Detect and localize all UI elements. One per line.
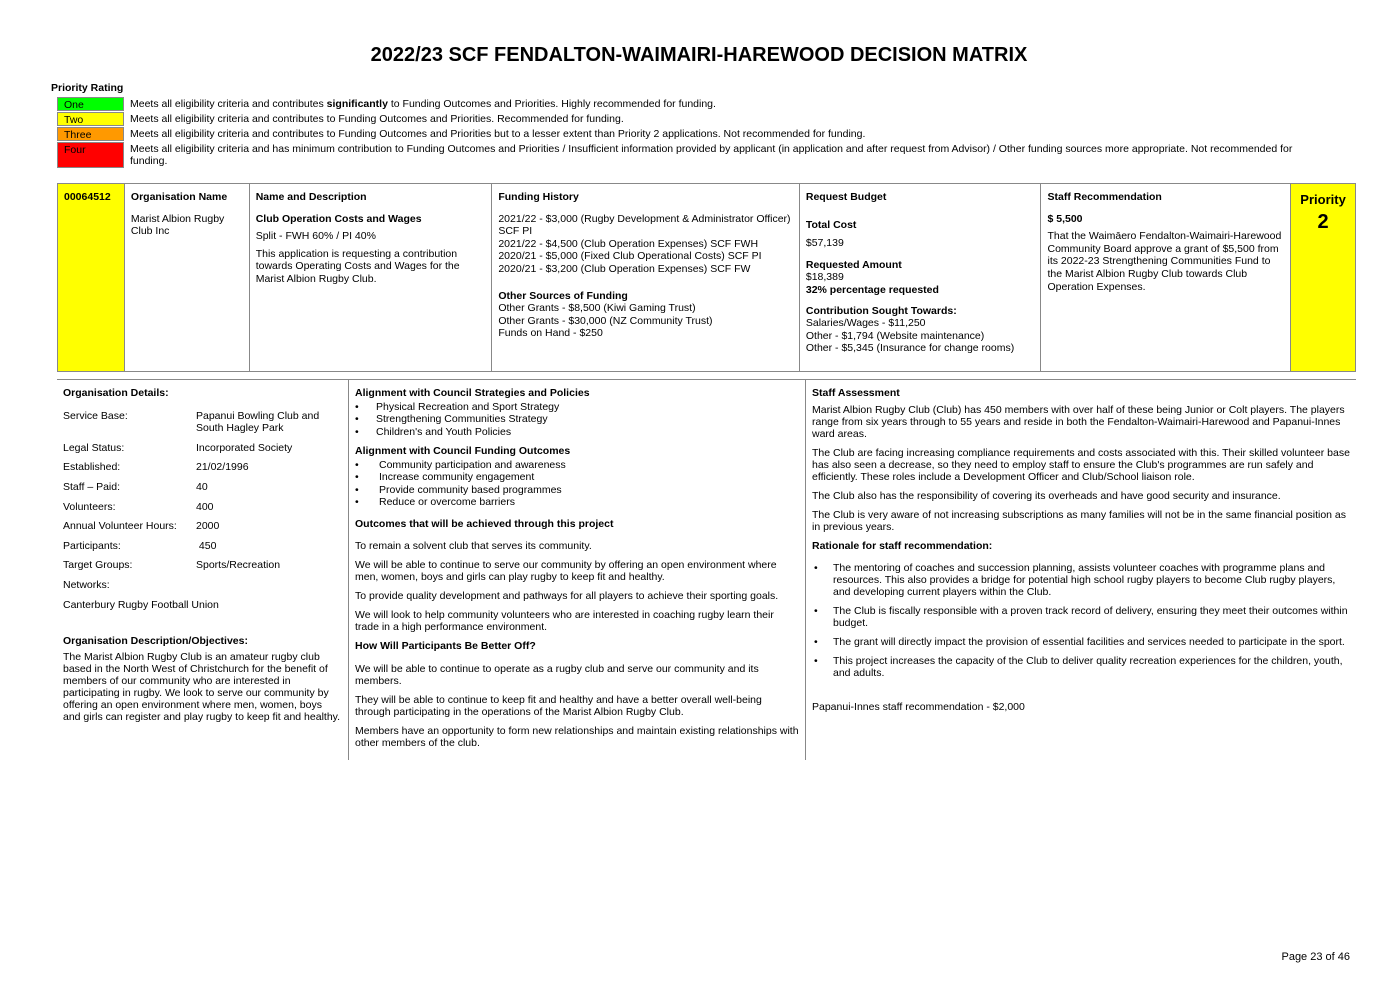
organisation-details-heading: Organisation Details: <box>63 387 169 399</box>
funding-history-item: 2020/21 - $3,200 (Club Operation Expenses) SCF FW <box>498 262 751 275</box>
list-item: • The mentoring of coaches and succession planning, assists volunteer coaches with programme plans and resources. This also provides a bridge for potential high school rugby players to become Club rugby players, and developing current players within the Club. <box>812 562 1350 598</box>
assessment-paragraph: The Club also has the responsibility of covering its overheads and have good security and insurance. <box>812 489 1281 502</box>
priority-rating-heading: Priority Rating <box>51 82 124 94</box>
priority-label: Priority <box>1300 192 1346 207</box>
list-item: • Increase community engagement <box>355 471 799 484</box>
detail-row: Participants: 450 <box>63 539 217 552</box>
outcomes-list <box>355 459 799 509</box>
contribution-item: Salaries/Wages - $11,250 <box>805 317 926 330</box>
priority-desc-one: Meets all eligibility criteria and contributes significantly to Funding Outcomes and Priorities. Highly recommended for funding. <box>130 98 716 110</box>
assessment-section <box>57 380 1356 760</box>
project-description: This application is requesting a contribution towards Operating Costs and Wages for the Marist Albion Rugby Club. <box>255 247 460 285</box>
decision-matrix-row <box>57 183 1356 372</box>
better-off-item: We will be able to continue to operate as a rugby club and serve our community and its members. <box>355 662 759 687</box>
funding-history-item: 2021/22 - $4,500 (Club Operation Expenses) SCF FWH <box>498 237 759 250</box>
rationale-list <box>812 562 1350 679</box>
contribution-item: Other - $5,345 (Insurance for change rooms) <box>805 342 1015 355</box>
organisation-details <box>57 380 348 760</box>
requested-amount-label: Requested Amount <box>805 258 902 271</box>
organisation-name-cell <box>125 184 250 371</box>
funding-split: Split - FWH 60% / PI 40% <box>255 230 376 243</box>
list-item: • Provide community based programmes <box>355 484 799 497</box>
list-item: • The Club is fiscally responsible with a proven track record of delivery, ensuring they meet their outcomes within budget. <box>812 605 1350 629</box>
detail-row: Networks: <box>63 578 110 591</box>
organisation-description-heading: Organisation Description/Objectives: <box>63 635 248 648</box>
contribution-heading: Contribution Sought Towards: <box>805 304 957 317</box>
achieve-heading: Outcomes that will be achieved through this project <box>355 517 614 530</box>
list-item: • Reduce or overcome barriers <box>355 496 799 509</box>
organisation-name: Marist Albion Rugby Club Inc <box>130 212 225 238</box>
strategies-heading: Alignment with Council Strategies and Policies <box>355 387 590 399</box>
priority-desc-four: Meets all eligibility criteria and has minimum contribution to Funding Outcomes and Priorities / Insufficient information provided by applicant (in application and after request from Advisor) / Other funding sources more appropriate. Not recommended for funding. <box>130 143 1293 167</box>
priority-row-three <box>57 127 1317 141</box>
priority-swatch-two: Two <box>57 112 124 126</box>
detail-row: Established: 21/02/1996 <box>63 461 249 474</box>
priority-row-four <box>57 142 1317 168</box>
detail-row: Volunteers: 400 <box>63 500 214 513</box>
rationale-heading: Rationale for staff recommendation: <box>812 539 993 552</box>
contribution-item: Other - $1,794 (Website maintenance) <box>805 329 985 342</box>
other-source-item: Funds on Hand - $250 <box>498 327 603 340</box>
funding-history-item: 2021/22 - $3,000 (Rugby Development & Administrator Officer) SCF PI <box>498 212 791 238</box>
detail-row: Service Base: Papanui Bowling Club and South Hagley Park <box>63 409 320 435</box>
staff-assessment-heading: Staff Assessment <box>812 387 900 399</box>
better-off-item: Members have an opportunity to form new relationships and maintain existing relationships with other members of the club. <box>355 724 799 749</box>
list-item: • Strengthening Communities Strategy <box>355 413 799 426</box>
request-budget-heading: Request Budget <box>805 191 887 203</box>
list-item: • Community participation and awareness <box>355 459 799 472</box>
name-description-heading: Name and Description <box>255 191 367 203</box>
achieve-item: We will look to help community volunteers who are interested in coaching rugby learn their trade in a high performance environment. <box>355 609 774 634</box>
total-cost-label: Total Cost <box>805 218 857 231</box>
organisation-description: The Marist Albion Rugby Club is an amateur rugby club based in the North West of Christchurch for the benefit of members of our community who are interested in participating in rugby. We look to serve our community by offering an open environment where men, women, boys and girls can register and play rugby to keep fit and healthy. <box>63 650 341 723</box>
achieve-item: To provide quality development and pathways for all players to achieve their sporting goals. <box>355 590 779 603</box>
staff-recommendation-amount: $ 5,500 <box>1047 212 1083 225</box>
priority-desc-two: Meets all eligibility criteria and contributes to Funding Outcomes and Priorities. Recommended for funding. <box>130 113 624 125</box>
list-item: • The grant will directly impact the provision of essential facilities and services needed to participate in the sport. <box>812 636 1350 648</box>
achieve-item: We will be able to continue to serve our community by offering an open environment where men, women, boys and girls can play rugby to keep fit and healthy. <box>355 559 777 584</box>
priority-value: 2 <box>1317 210 1329 233</box>
other-source-item: Other Grants - $30,000 (NZ Community Trust) <box>498 314 713 327</box>
funding-history-cell <box>492 184 800 371</box>
name-description-cell <box>250 184 493 371</box>
list-item: • Children's and Youth Policies <box>355 426 799 439</box>
strategies-list <box>355 401 799 439</box>
detail-row: Staff – Paid: 40 <box>63 480 208 493</box>
application-id: 00064512 <box>58 184 125 371</box>
staff-recommendation-cell <box>1041 184 1291 371</box>
priority-rating-legend <box>57 97 1317 169</box>
other-source-item: Other Grants - $8,500 (Kiwi Gaming Trust) <box>498 302 696 315</box>
list-item: • Physical Recreation and Sport Strategy <box>355 401 799 414</box>
staff-recommendation-heading: Staff Recommendation <box>1047 191 1162 203</box>
request-budget-cell <box>800 184 1042 371</box>
page-title: 2022/23 SCF FENDALTON-WAIMAIRI-HAREWOOD DECISION MATRIX <box>370 44 1028 66</box>
detail-row: Annual Volunteer Hours: 2000 <box>63 520 220 533</box>
percentage-requested: 32% percentage requested <box>805 283 939 296</box>
staff-assessment <box>806 380 1356 760</box>
better-off-item: They will be able to continue to keep fit and healthy and have a better overall well-being through participating in the operations of the Marist Albion Rugby Club. <box>355 693 762 718</box>
achieve-item: To remain a solvent club that serves its community. <box>355 540 592 553</box>
better-off-heading: How Will Participants Be Better Off? <box>355 640 536 653</box>
total-cost-value: $57,139 <box>805 237 844 250</box>
priority-cell <box>1291 184 1355 371</box>
priority-swatch-three: Three <box>57 127 124 141</box>
page-number: Page 23 of 46 <box>1281 951 1350 963</box>
requested-amount-value: $18,389 <box>805 271 844 284</box>
priority-swatch-four: Four <box>57 142 124 168</box>
detail-row: Target Groups: Sports/Recreation <box>63 559 281 572</box>
priority-desc-three: Meets all eligibility criteria and contributes to Funding Outcomes and Priorities but to a lesser extent than Priority 2 applications. Not recommended for funding. <box>130 128 866 140</box>
assessment-paragraph: The Club is very aware of not increasing subscriptions as many families will not be in the same financial position as in previous years. <box>812 508 1347 533</box>
alignment-outcomes <box>348 380 806 760</box>
other-sources-heading: Other Sources of Funding <box>498 289 628 302</box>
list-item: • This project increases the capacity of the Club to deliver quality recreation experiences for the children, youth, and adults. <box>812 655 1350 679</box>
detail-row: Legal Status: Incorporated Society <box>63 441 293 454</box>
networks-value: Canterbury Rugby Football Union <box>63 598 219 611</box>
priority-row-two <box>57 112 1317 126</box>
organisation-name-heading: Organisation Name <box>130 191 228 203</box>
assessment-paragraph: The Club are facing increasing compliance requirements and costs associated with this. Their skilled volunteer base has also seen a decrease, so they need to employ staff to ensure the Club's programmes are run safely and efficiently. These roles include a Development Officer and Club/School liaison role. <box>812 446 1350 483</box>
funding-history-item: 2020/21 - $5,000 (Fixed Club Operational Costs) SCF PI <box>498 250 762 263</box>
priority-swatch-one: One <box>57 97 124 111</box>
assessment-paragraph: Marist Albion Rugby Club (Club) has 450 members with over half of these being Junior or Colt players. The players range from six years through to 55 years and reside in both the Fendalton-Waimairi-Harewood and Papanui-Innes ward areas. <box>812 403 1345 440</box>
papanui-recommendation: Papanui-Innes staff recommendation - $2,000 <box>812 701 1025 714</box>
priority-row-one <box>57 97 1317 111</box>
project-title: Club Operation Costs and Wages <box>255 212 422 225</box>
outcomes-heading: Alignment with Council Funding Outcomes <box>355 445 571 458</box>
funding-history-heading: Funding History <box>498 191 579 203</box>
staff-recommendation-text: That the Waimāero Fendalton-Waimairi-Harewood Community Board approve a grant of $5,500 from its 2022-23 Strengthening Communities Fund to the Marist Albion Rugby Club towards Club Operation Expenses. <box>1047 230 1282 293</box>
